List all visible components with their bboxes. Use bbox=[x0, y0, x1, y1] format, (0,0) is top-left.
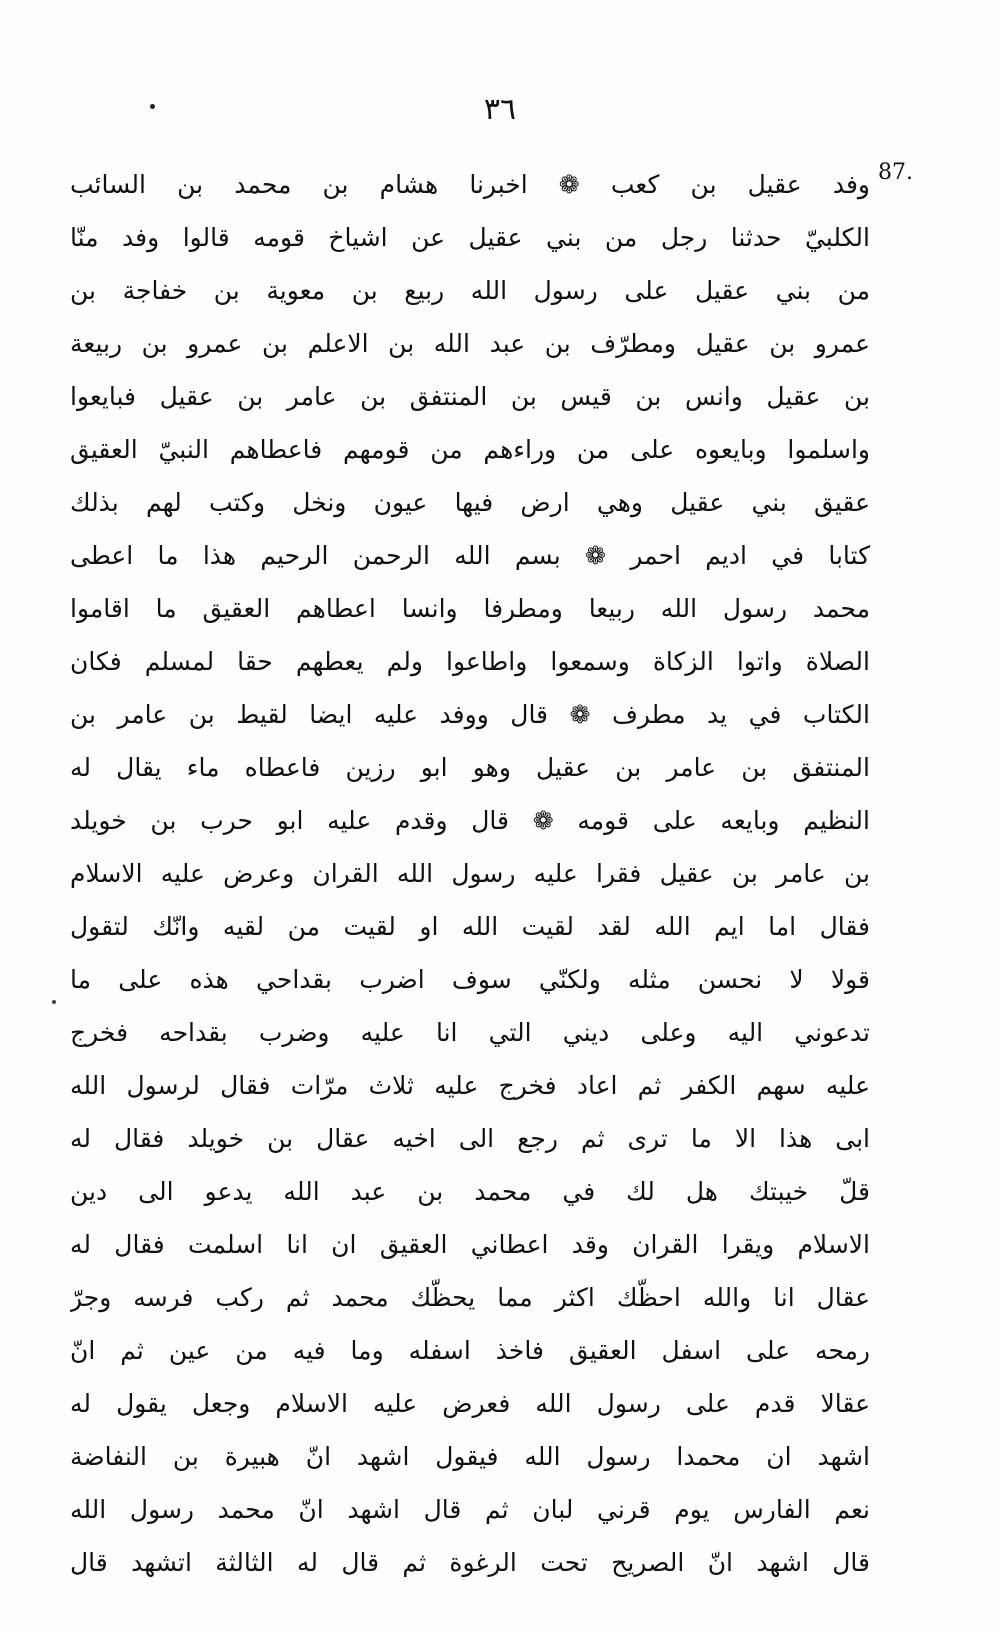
text-line-22: عقال انا والله احظّك اكثر مما يحظّك محمد ثم ركب فرسه وجرّ bbox=[70, 1283, 870, 1312]
text-line-3: من بني عقيل على رسول الله ربيع بن معوية بن خفاجة بن bbox=[70, 276, 870, 305]
text-line-21: الاسلام ويقرا القران وقد اعطاني العقيق ان انا اسلمت فقال له bbox=[70, 1230, 870, 1259]
text-line-18: عليه سهم الكفر ثم اعاد فخرج عليه ثلاث مرّات فقال لرسول الله bbox=[70, 1071, 870, 1100]
body-text bbox=[70, 158, 870, 1589]
text-line-4: عمرو بن عقيل ومطرّف بن عبد الله بن الاعلم بن عمرو بن ربيعة bbox=[70, 329, 870, 358]
header-dot bbox=[150, 104, 155, 109]
text-line-7: عقيق بني عقيل وهي ارض فيها عيون ونخل وكتب لهم بذلك bbox=[70, 488, 870, 517]
text-line-24: عقالا قدم على رسول الله فعرض عليه الاسلام وجعل يقول له bbox=[70, 1389, 870, 1418]
text-line-2: الكلبيّ حدثنا رجل من بني عقيل عن اشياخ قومه قالوا وفد منّا bbox=[70, 223, 870, 252]
text-line-23: رمحه على اسفل العقيق فاخذ اسفله وما فيه من عين ثم انّ bbox=[70, 1336, 870, 1365]
text-line-9: محمد رسول الله ربيعا ومطرفا وانسا اعطاهم العقيق ما اقاموا bbox=[70, 594, 870, 623]
text-line-26: نعم الفارس يوم قرني لبان ثم قال اشهد انّ محمد رسول الله bbox=[70, 1495, 870, 1524]
text-line-16: قولا لا نحسن مثله ولكنّي سوف اضرب بقداحي هذه على ما bbox=[70, 965, 870, 994]
text-line-11: الكتاب في يد مطرف ❁ قال ووفد عليه ايضا لقيط بن عامر بن bbox=[70, 700, 870, 729]
text-line-20: قلّ خيبتك هل لك في محمد بن عبد الله يدعو الى دين bbox=[70, 1177, 870, 1206]
margin-dot bbox=[52, 1000, 56, 1004]
text-line-6: واسلموا وبايعوه على من وراءهم من قومهم فاعطاهم النبيّ العقيق bbox=[70, 435, 870, 464]
text-line-1: وفد عقيل بن كعب ❁ اخبرنا هشام بن محمد بن السائب bbox=[70, 170, 870, 199]
text-line-5: بن عقيل وانس بن قيس بن المنتفق بن عامر بن عقيل فبايعوا bbox=[70, 382, 870, 411]
text-line-14: بن عامر بن عقيل فقرا عليه رسول الله القران وعرض عليه الاسلام bbox=[70, 859, 870, 888]
section-number: 87. bbox=[878, 160, 913, 185]
page-number: ٣٦ bbox=[483, 92, 517, 127]
text-line-17: تدعوني اليه وعلى ديني التي انا عليه وضرب بقداحه فخرج bbox=[70, 1018, 870, 1047]
text-line-25: اشهد ان محمدا رسول الله فيقول اشهد انّ هبيرة بن النفاضة bbox=[70, 1442, 870, 1471]
text-line-15: فقال اما ايم الله لقد لقيت الله او لقيت من لقيه وانّك لتقول bbox=[70, 912, 870, 941]
text-line-10: الصلاة واتوا الزكاة وسمعوا واطاعوا ولم يعطهم حقا لمسلم فكان bbox=[70, 647, 870, 676]
text-line-8: كتابا في اديم احمر ❁ بسم الله الرحمن الرحيم هذا ما اعطى bbox=[70, 541, 870, 570]
text-line-13: النظيم وبايعه على قومه ❁ قال وقدم عليه ابو حرب بن خويلد bbox=[70, 806, 870, 835]
text-line-19: ابى هذا الا ما ترى ثم رجع الى اخيه عقال بن خويلد فقال له bbox=[70, 1124, 870, 1153]
text-line-12: المنتفق بن عامر بن عقيل وهو ابو رزين فاعطاه ماء يقال له bbox=[70, 753, 870, 782]
text-line-27: قال اشهد انّ الصريح تحت الرغوة ثم قال له الثالثة اتشهد قال bbox=[70, 1548, 870, 1577]
